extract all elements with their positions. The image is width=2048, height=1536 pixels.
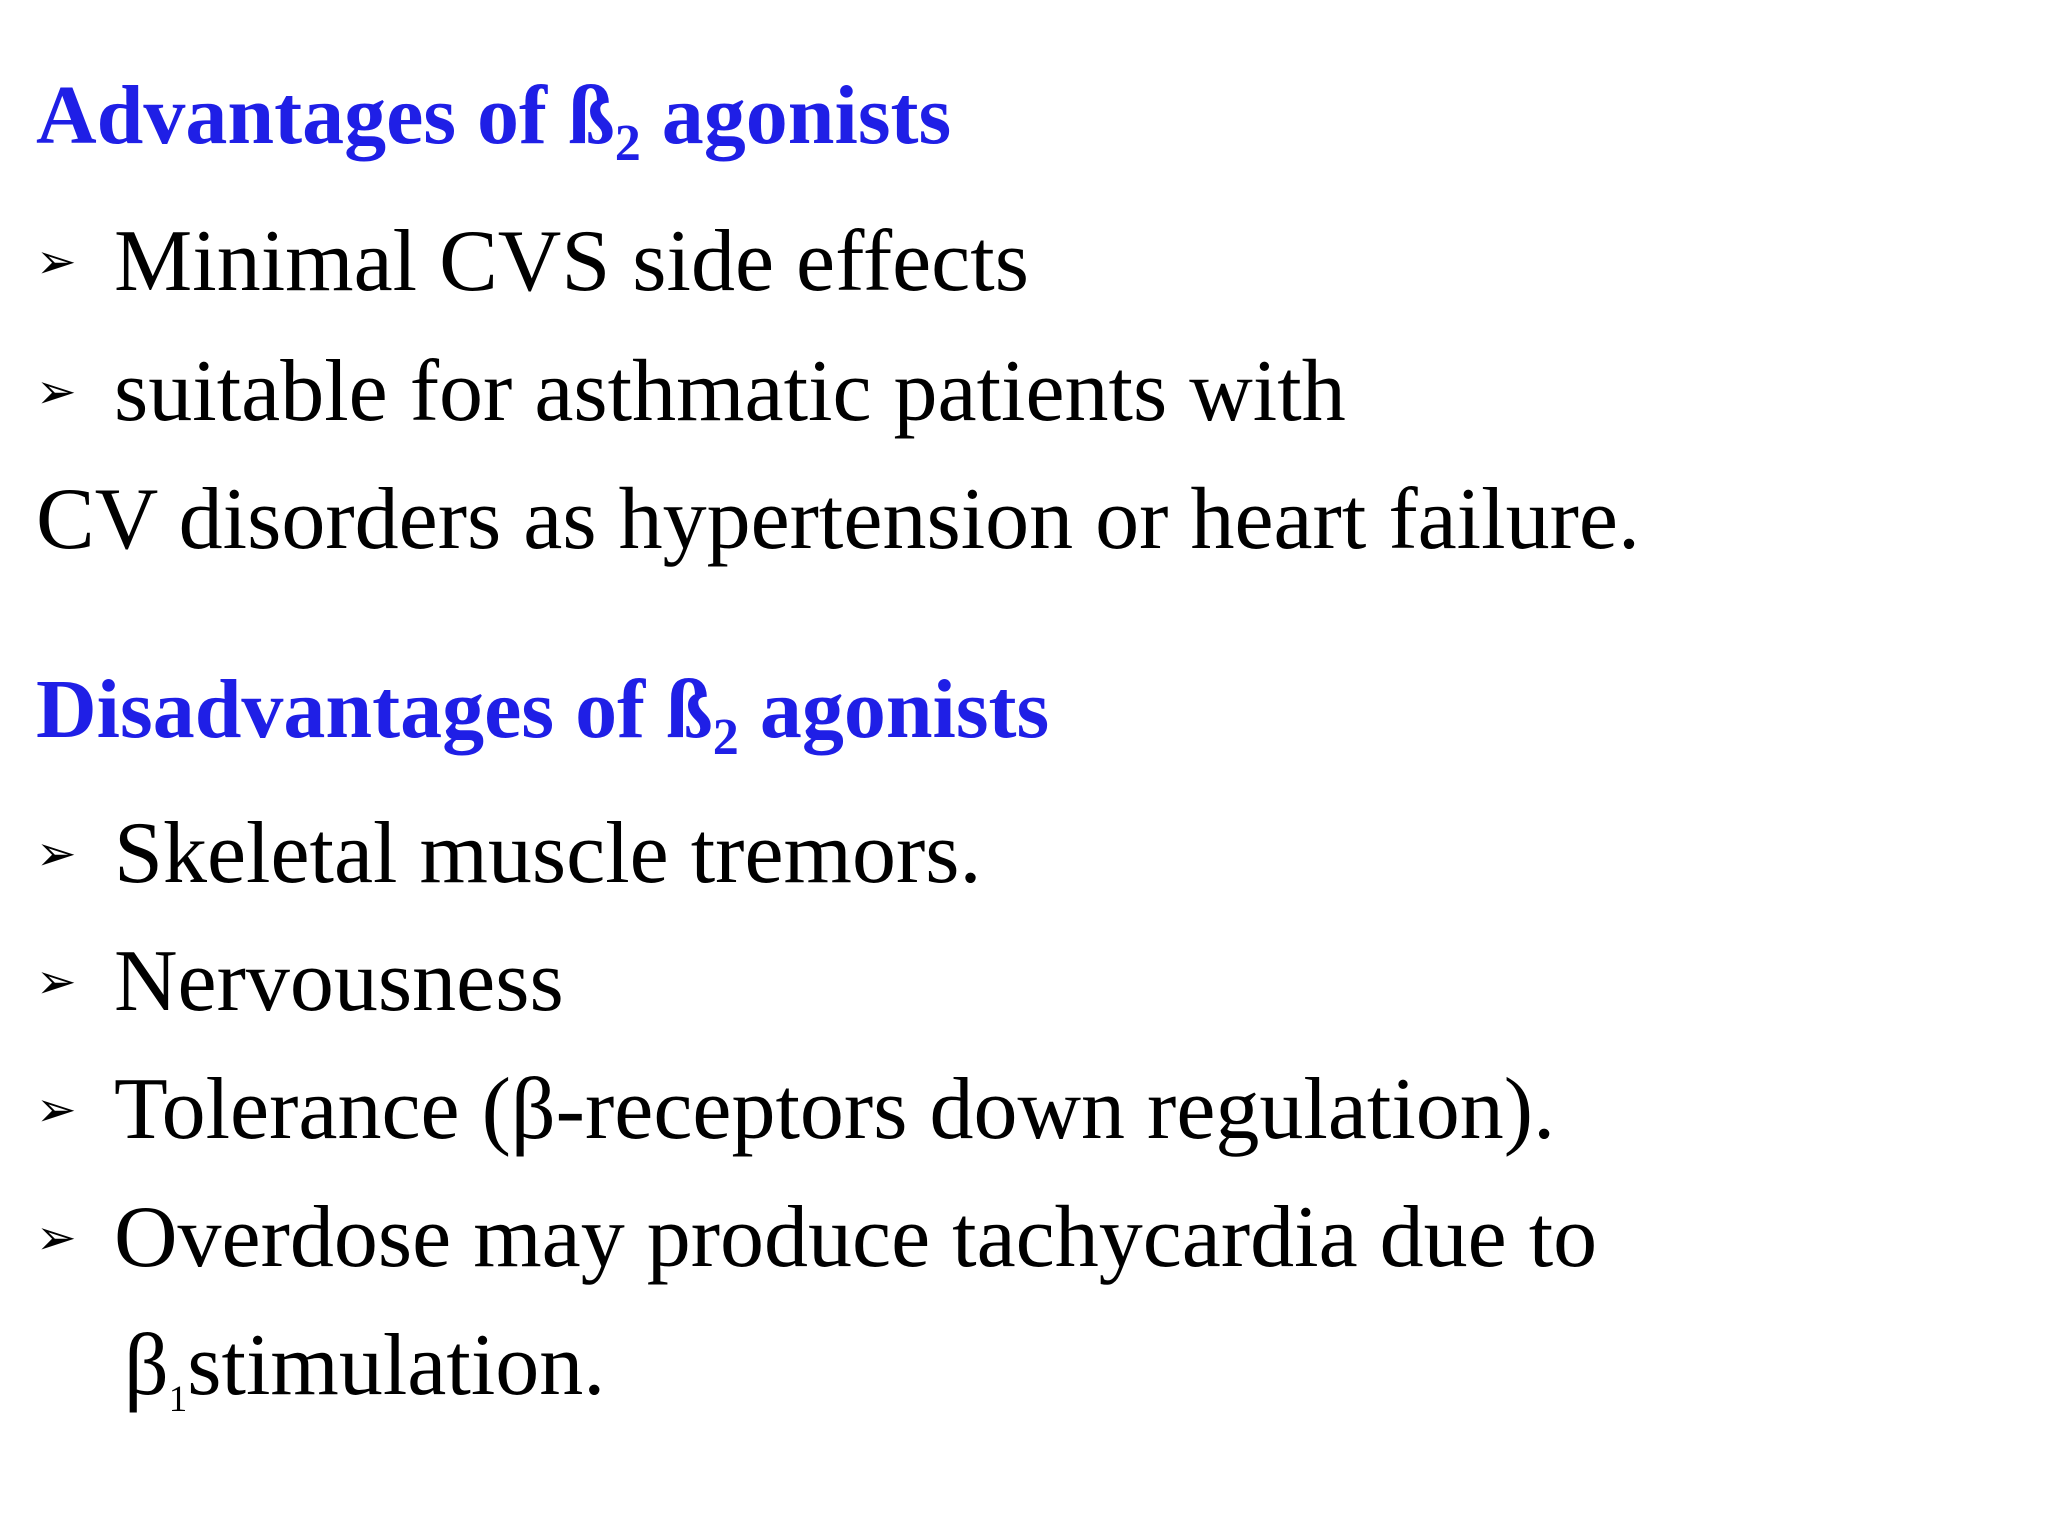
advantage-item-1-text: Minimal CVS side effects bbox=[114, 213, 1029, 310]
disadvantage-item-1 bbox=[36, 805, 982, 902]
arrow-bullet-icon: ➢ bbox=[36, 1211, 77, 1265]
arrow-bullet-icon: ➢ bbox=[36, 1083, 77, 1137]
advantages-heading bbox=[36, 69, 952, 172]
beta-subscript: 1 bbox=[168, 1377, 188, 1419]
disadvantage-item-1-text: Skeletal muscle tremors. bbox=[114, 805, 982, 902]
disadvantages-heading-subscript: 2 bbox=[712, 708, 739, 766]
disadvantage-item-4-text: Overdose may produce tachycardia due to bbox=[114, 1189, 1598, 1286]
disadvantage-item-2 bbox=[36, 933, 564, 1030]
arrow-bullet-icon: ➢ bbox=[36, 955, 77, 1009]
arrow-bullet-icon: ➢ bbox=[36, 365, 77, 419]
disadvantage-item-2-text: Nervousness bbox=[114, 933, 564, 1030]
disadvantages-heading-end: agonists bbox=[738, 663, 1050, 756]
disadvantages-heading bbox=[36, 663, 1050, 766]
arrow-bullet-icon: ➢ bbox=[36, 827, 77, 881]
disadvantage-item-3-text: Tolerance (β-receptors down regulation). bbox=[114, 1061, 1556, 1158]
disadvantages-heading-main: Disadvantages of ß bbox=[36, 663, 713, 756]
advantage-item-2-text: suitable for asthmatic patients with bbox=[114, 343, 1346, 440]
disadvantage-item-4 bbox=[36, 1189, 1598, 1286]
advantage-item-2-continuation: CV disorders as hypertension or heart failure. bbox=[36, 471, 1640, 568]
advantages-heading-main: Advantages of ß bbox=[36, 69, 615, 162]
arrow-bullet-icon: ➢ bbox=[36, 235, 77, 289]
advantages-heading-end: agonists bbox=[640, 69, 952, 162]
continuation-text: stimulation. bbox=[187, 1317, 606, 1414]
disadvantage-item-4-continuation bbox=[124, 1317, 606, 1419]
disadvantage-item-3 bbox=[36, 1061, 1556, 1158]
beta-symbol: β bbox=[124, 1317, 169, 1414]
advantage-item-1 bbox=[36, 213, 1029, 310]
advantages-heading-subscript: 2 bbox=[614, 114, 641, 172]
advantage-item-2 bbox=[36, 343, 1346, 440]
